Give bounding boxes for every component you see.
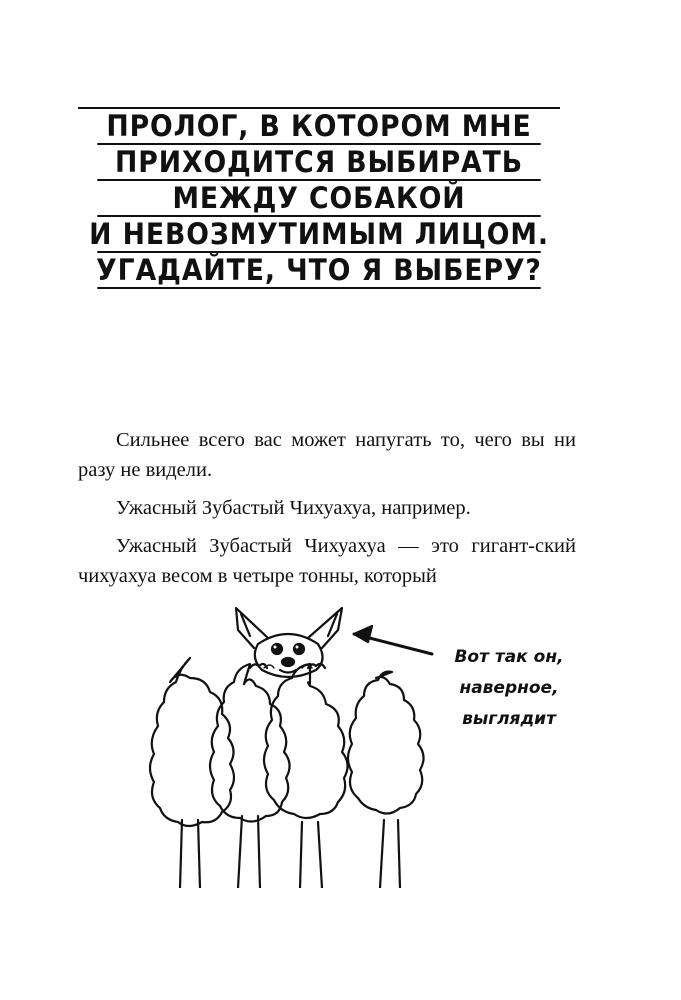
paragraph-2: Ужасный Зубастый Чихуахуа, например. <box>116 497 471 519</box>
chapter-title-line-5: УГАДАЙТЕ, ЧТО Я ВЫБЕРУ? <box>96 253 542 287</box>
caption-line-3: выглядит <box>462 709 556 729</box>
paragraph-3: Ужасный Зубастый Чихуахуа — это гигант-ский чихуахуа весом в четыре тонны, который <box>78 535 576 587</box>
illustration-caption <box>444 642 574 735</box>
arrow-drawing <box>354 626 432 654</box>
chihuahua-behind-trees-illustration <box>140 598 440 888</box>
paragraph-1: Сильнее всего вас может напугать то, чего вы ни разу не видели. <box>78 429 576 481</box>
tree-1-drawing <box>150 658 234 888</box>
chapter-title-line-1: ПРОЛОГ, В КОТОРОМ МНЕ <box>97 109 540 145</box>
body-text <box>78 425 576 591</box>
chapter-title-line-4: И НЕВОЗМУТИМЫМ ЛИЦОМ. <box>89 217 549 251</box>
caption-line-1: Вот так он, <box>454 647 564 667</box>
caption-line-2: наверное, <box>459 678 559 698</box>
chapter-title-line-3: МЕЖДУ СОБАКОЙ <box>97 181 540 217</box>
tree-3-drawing <box>264 664 348 888</box>
tree-4-drawing <box>348 672 424 888</box>
chapter-title-line-2: ПРИХОДИТСЯ ВЫБИРАТЬ <box>97 145 540 181</box>
chapter-title <box>78 107 560 289</box>
